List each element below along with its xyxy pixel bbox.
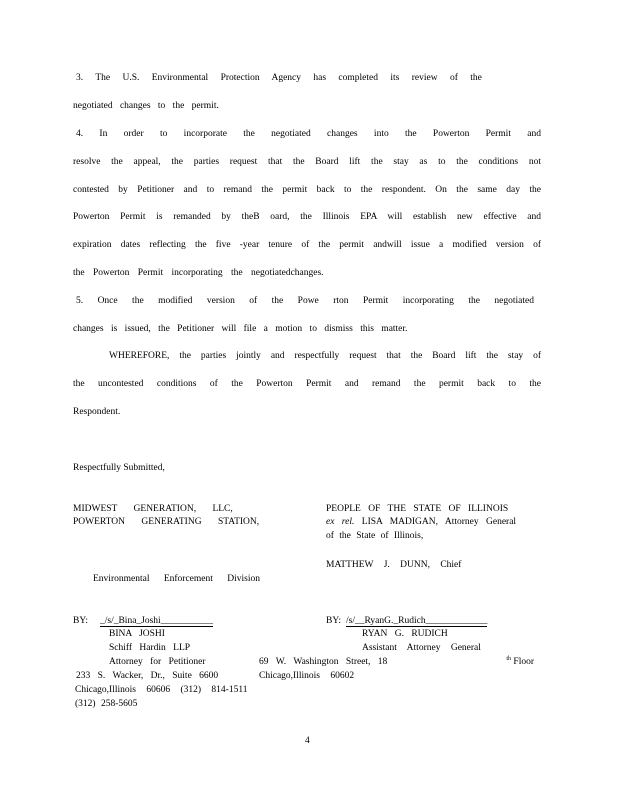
para-5-line-2: changes is issued, the Petitioner will file a motion to dismiss this matter.	[73, 324, 408, 334]
para-3-line-2: negotiated changes to the permit.	[73, 101, 219, 111]
page-number: 4	[305, 736, 310, 746]
left-signature	[100, 616, 213, 627]
para-4-line-2: resolve the appeal, the parties request that the Board lift the stay as to the conditions not	[73, 157, 541, 167]
right-signature	[346, 616, 487, 627]
left-address-2: Chicago,Illinois 60606 (312) 814-1511	[75, 685, 248, 695]
para-5-line-1: 5. Once the modified version of the Powe rton Permit incorporating the negotiated	[76, 296, 534, 306]
right-by-label: BY:	[326, 616, 341, 626]
right-address-floor	[506, 657, 534, 667]
left-attorney-name: BINA JOSHI	[109, 629, 165, 639]
left-party-line-2: POWERTON GENERATING STATION,	[73, 517, 260, 527]
ex-rel-text: ex rel.	[326, 517, 355, 527]
left-signature-text: _/s/_Bina_Joshi___________	[100, 616, 213, 626]
left-address-1: 233 S. Wacker, Dr., Suite 6600	[76, 671, 219, 681]
wherefore-line-3: Respondent.	[73, 407, 121, 417]
left-party-line-1: MIDWEST GENERATION, LLC,	[73, 504, 233, 514]
wherefore-line-2: the uncontested conditions of the Powerton Permit and remand the permit back to the	[73, 379, 541, 389]
right-attorney-name: RYAN G. RUDICH	[362, 629, 448, 639]
left-role: Attorney for Petitioner	[109, 657, 206, 667]
para-4-line-6: the Powerton Permit incorporating the negotiatedchanges.	[73, 268, 324, 278]
right-address-floor-sup: th	[506, 655, 512, 662]
left-by-label: BY:	[73, 616, 88, 626]
right-signature-text: /s/__RyanG._Rudich_____________	[346, 616, 488, 626]
para-4-line-4: Powerton Permit is remanded by theB oard, the Illinois EPA will establish new effective and	[73, 212, 541, 222]
right-address-1	[259, 657, 534, 667]
right-role: Assistant Attorney General	[362, 643, 481, 653]
left-firm: Schiff Hardin LLP	[109, 643, 191, 653]
right-address-2: Chicago,Illinois 60602	[259, 671, 355, 681]
para-4-line-3: contested by Petitioner and to remand the permit back to the respondent. On the same day the	[73, 185, 541, 195]
right-party-line-2	[326, 517, 516, 527]
right-party-line-3: of the State of Illinois,	[326, 531, 424, 541]
right-party-line-4: MATTHEW J. DUNN, Chief	[326, 560, 462, 570]
right-party-line-1: PEOPLE OF THE STATE OF ILLINOIS	[326, 504, 509, 514]
right-address-street: 69 W. Washington Street, 18	[259, 657, 388, 667]
wherefore-line-1: WHEREFORE, the parties jointly and respectfully request that the Board lift the stay of	[109, 351, 541, 361]
respectfully-submitted: Respectfully Submitted,	[73, 463, 165, 473]
right-party-line-2-rest: LISA MADIGAN, Attorney General	[354, 517, 517, 527]
para-4-line-1: 4. In order to incorporate the negotiated changes into the Powerton Permit and	[76, 129, 541, 139]
right-address-floor-text: Floor	[511, 657, 534, 667]
left-address-3: (312) 258-5605	[75, 699, 138, 709]
para-3-line-1: 3. The U.S. Environmental Protection Agency has completed its review of the	[76, 73, 482, 83]
right-party-line-5: Environmental Enforcement Division	[93, 574, 260, 584]
para-4-line-5: expiration dates reflecting the five -year tenure of the permit andwill issue a modified version of	[73, 240, 541, 250]
